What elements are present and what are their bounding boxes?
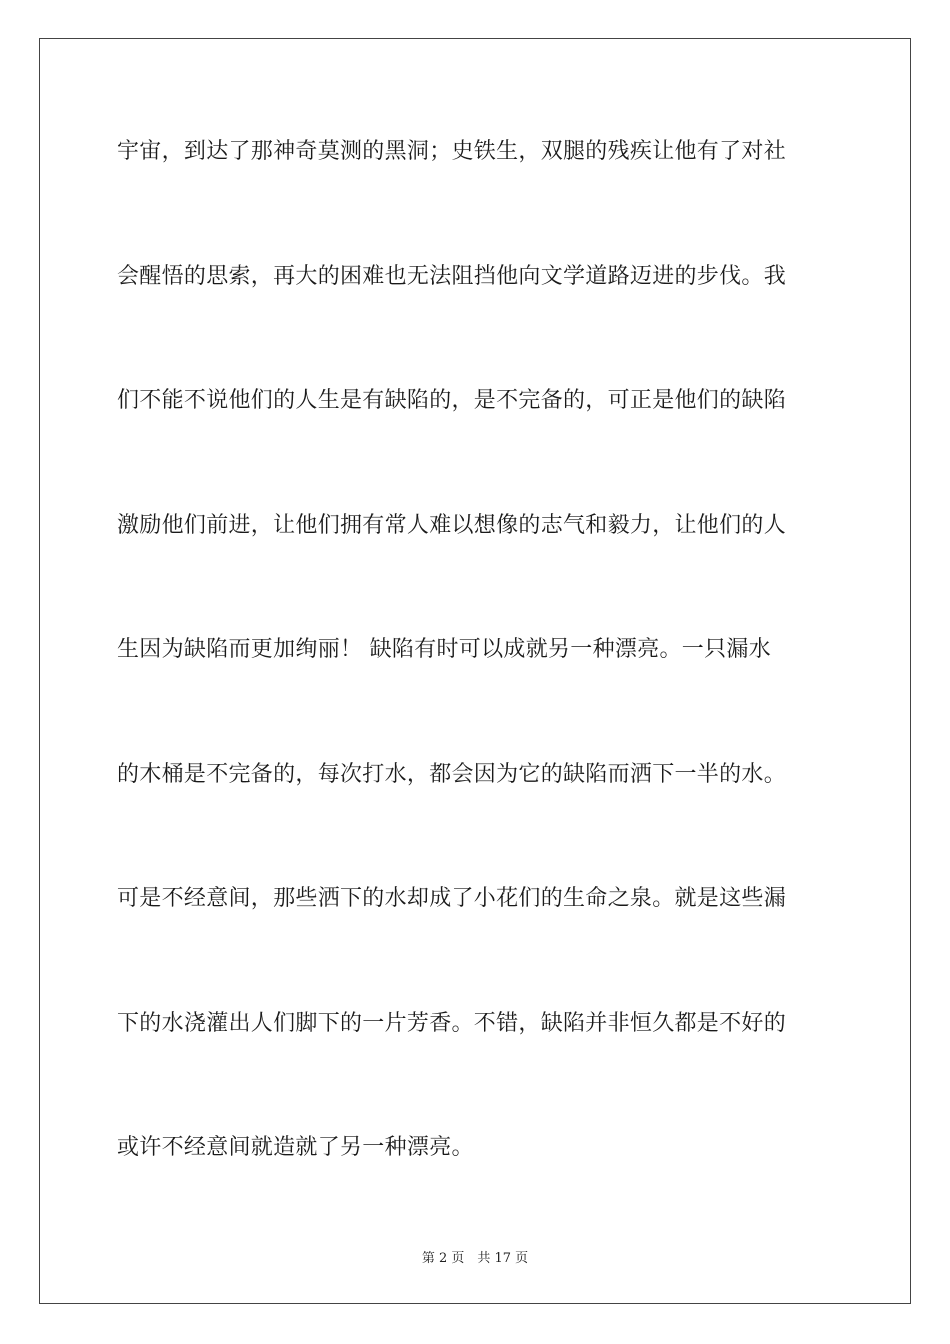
page-number-footer: 第 2 页 共 17 页 xyxy=(421,1251,529,1266)
text-line: 生因为缺陷而更加绚丽！ 缺陷有时可以成就另一种漂亮。一只漏水 xyxy=(117,637,771,662)
document-body xyxy=(117,130,837,1251)
text-line: 宇宙，到达了那神奇莫测的黑洞；史铁生，双腿的残疾让他有了对社 xyxy=(117,139,787,164)
text-line: 可是不经意间，那些洒下的水却成了小花们的生命之泉。就是这些漏 xyxy=(117,886,787,911)
text-line: 激励他们前进，让他们拥有常人难以想像的志气和毅力，让他们的人 xyxy=(117,512,787,538)
text-line: 会醒悟的思索，再大的困难也无法阻挡他向文学道路迈进的步伐。我 xyxy=(117,263,787,289)
text-line: 下的水浇灌出人们脚下的一片芳香。不错，缺陷并非恒久都是不好的 xyxy=(117,1010,787,1036)
text-line: 的木桶是不完备的，每次打水，都会因为它的缺陷而洒下一半的水。 xyxy=(117,761,787,787)
text-line: 们不能不说他们的人生是有缺陷的，是不完备的，可正是他们的缺陷 xyxy=(117,388,787,413)
text-line: 或许不经意间就造就了另一种漂亮。 xyxy=(117,1135,474,1160)
